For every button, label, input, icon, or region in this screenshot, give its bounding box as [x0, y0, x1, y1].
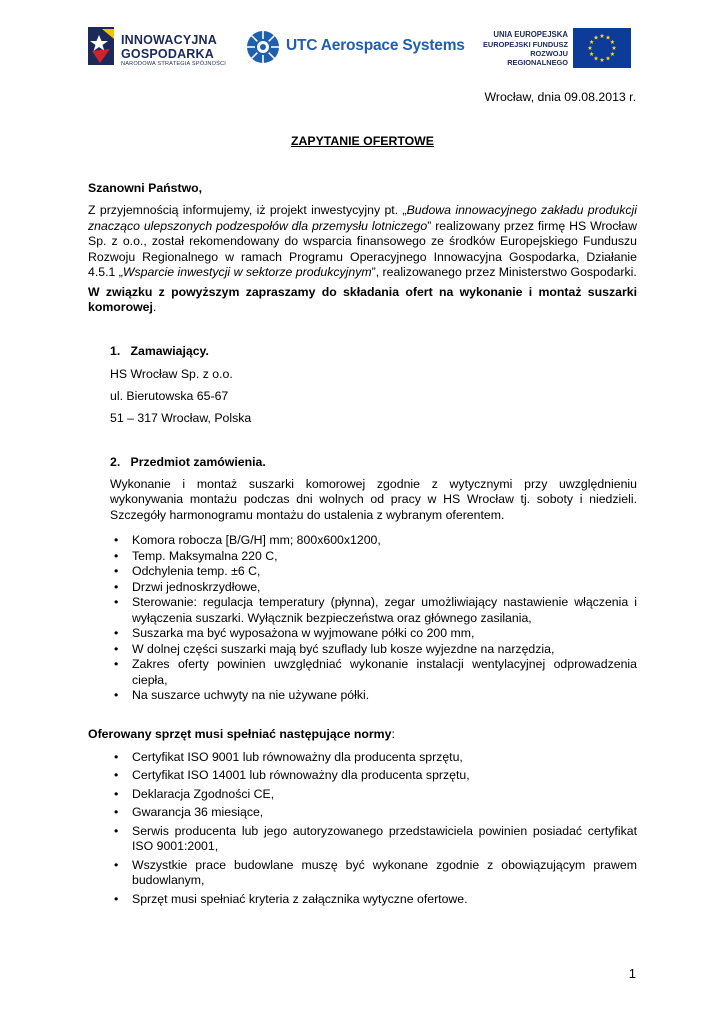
list-item-text: Odchylenia temp. ±6 C,	[132, 564, 261, 578]
bullet-icon: •	[114, 595, 119, 609]
innowacyjna-gospodarka-logo	[88, 25, 228, 70]
list-item	[110, 533, 637, 549]
bullet-icon: •	[114, 579, 119, 594]
norms-list	[88, 750, 637, 908]
bullet-icon: •	[114, 768, 119, 782]
section-subject	[88, 455, 637, 524]
ig-line1: INNOWACYJNA	[121, 33, 217, 47]
bullet-icon: •	[114, 688, 119, 702]
invitation-paragraph	[88, 285, 637, 316]
page-title: ZAPYTANIE OFERTOWE	[290, 134, 434, 148]
list-item-text: Deklaracja Zgodności CE,	[132, 786, 275, 801]
list-item	[110, 768, 637, 784]
list-item-text: Serwis producenta lub jego autoryzowanego przedstawiciela powinien posiadać certyfikat ISO 9001:2001,	[132, 823, 637, 853]
eu-line3: ROZWOJU REGIONALNEGO	[507, 48, 568, 68]
intro-paragraph	[88, 203, 637, 281]
invitation-end: .	[152, 300, 157, 314]
bullet-icon: •	[114, 786, 119, 801]
action-title: Wsparcie inwestycji w sektorze produkcyjnym	[122, 265, 372, 279]
norms-heading-text: Oferowany sprzęt musi spełniać następujące normy	[88, 726, 392, 741]
bullet-icon: •	[114, 657, 119, 671]
bullet-icon: •	[114, 823, 119, 838]
section1-title: Zamawiający.	[130, 343, 209, 358]
section1-number: 1.	[110, 343, 121, 358]
page-number: 1	[628, 966, 636, 981]
list-item	[110, 892, 637, 908]
bullet-icon: •	[114, 805, 119, 819]
list-item-text: Suszarka ma być wyposażona w wyjmowane półki co 200 mm,	[132, 626, 475, 640]
section2-number: 2.	[110, 454, 121, 469]
section2-title: Przedmiot zamówienia.	[130, 454, 266, 469]
list-item-text: W dolnej części suszarki mają być szuflady lub kosze wyjezdne na narzędzia,	[132, 641, 555, 656]
list-item-text: Certyfikat ISO 9001 lub równoważny dla producenta sprzętu,	[132, 749, 463, 764]
list-item	[110, 580, 637, 596]
bullet-icon: •	[114, 626, 119, 640]
letter-body	[88, 181, 637, 907]
list-item-text: Na suszarce uchwyty na nie używane półki.	[132, 688, 370, 702]
letter-date: Wrocław, dnia 09.08.2013 r.	[484, 90, 636, 104]
list-item	[110, 657, 637, 688]
ordering-party-city: 51 – 317 Wrocław, Polska	[110, 410, 252, 425]
ordering-party-name: HS Wrocław Sp. z o.o.	[110, 366, 233, 381]
section-ordering-party	[88, 344, 637, 425]
list-item	[110, 595, 637, 626]
intro-text-3: ”, realizowanego przez Ministerstwo Gospodarki.	[371, 265, 637, 279]
list-item	[110, 626, 637, 642]
norms-heading	[88, 727, 637, 741]
eu-line2: EUROPEJSKI FUNDUSZ	[482, 39, 568, 49]
list-item-text: Certyfikat ISO 14001 lub równoważny dla producenta sprzętu,	[132, 768, 470, 782]
list-item	[110, 642, 637, 658]
subject-paragraph: Wykonanie i montaż suszarki komorowej zgodnie z wytycznymi przy uwzględnieniu wykonywania montażu podczas dni wolnych od pracy w HS Wrocław tj. soboty i niedzieli. Szczegóły harmonogramu montażu do ustalenia z wybranym oferentem.	[110, 476, 637, 522]
list-item-text: Zakres oferty powinien uwzględniać wykonanie instalacji wentylacyjnej odprowadzenia ciepła,	[132, 657, 637, 687]
specification-list	[88, 533, 637, 704]
invitation-text: W związku z powyższym zapraszamy do składania ofert na wykonanie i montaż suszarki komorowej	[88, 284, 637, 314]
section2-heading	[110, 455, 637, 469]
bullet-icon: •	[114, 548, 119, 563]
list-item	[110, 824, 637, 855]
intro-text-2: ” realizowany przez firmę HS Wrocław Sp. z o.o., został rekomendowany do wsparcia finansowego ze środków Europejskiego Funduszu Rozwoju Regionalnego w ramach Programu Operacyjnego Innowacyjna Gospodarka, Działanie 4.5.1 „	[88, 218, 637, 279]
list-item	[110, 750, 637, 766]
eu-line1: UNIA EUROPEJSKA	[493, 30, 568, 39]
list-item-text: Gwarancja 36 miesiące,	[132, 805, 264, 819]
list-item	[110, 549, 637, 565]
bullet-icon: •	[114, 891, 119, 906]
ig-line2: GOSPODARKA	[121, 46, 214, 61]
list-item	[110, 858, 637, 889]
ig-line3: NARODOWA STRATEGIA SPÓJNOŚCI	[121, 61, 227, 67]
section1-heading	[110, 344, 637, 358]
list-item	[110, 805, 637, 821]
eu-flag-icon	[573, 28, 631, 68]
norms-heading-end: :	[391, 726, 395, 741]
utc-aerospace-logo	[246, 30, 465, 64]
list-item	[110, 688, 637, 704]
eu-logo-text	[468, 30, 568, 66]
utc-logo-text: UTC Aerospace Systems	[286, 37, 465, 54]
list-item-text: Sprzęt musi spełniać kryteria z załącznika wytyczne ofertowe.	[132, 891, 468, 906]
ig-star-icon	[88, 25, 116, 67]
utc-turbine-icon	[246, 30, 280, 64]
list-item-text: Sterowanie: regulacja temperatury (płynna), zegar umożliwiający nastawienie włączenia i wyłączenia suszarki. Wyłącznik bezpieczeństwa oraz głównego zasilania,	[132, 595, 637, 625]
bullet-icon: •	[114, 857, 119, 872]
list-item	[110, 564, 637, 580]
bullet-icon: •	[114, 749, 119, 764]
list-item-text: Drzwi jednoskrzydłowe,	[132, 579, 261, 594]
bullet-icon: •	[114, 533, 119, 547]
list-item	[110, 787, 637, 803]
project-title: Budowa innowacyjnego zakładu produkcji znacząco ulepszonych podzespołów dla przemysłu lotniczego	[88, 203, 637, 233]
ordering-party-street: ul. Bierutowska 65-67	[110, 388, 229, 403]
list-item-text: Wszystkie prace budowlane muszę być wykonane zgodnie z obowiązującym prawem budowlanym,	[132, 857, 637, 887]
greeting: Szanowni Państwo,	[88, 181, 203, 195]
list-item-text: Komora robocza [B/G/H] mm; 800x600x1200,	[132, 533, 381, 547]
intro-text-1: Z przyjemnością informujemy, iż projekt inwestycyjny pt. „	[88, 203, 407, 217]
bullet-icon: •	[114, 641, 119, 656]
list-item-text: Temp. Maksymalna 220 C,	[132, 548, 278, 563]
bullet-icon: •	[114, 564, 119, 578]
